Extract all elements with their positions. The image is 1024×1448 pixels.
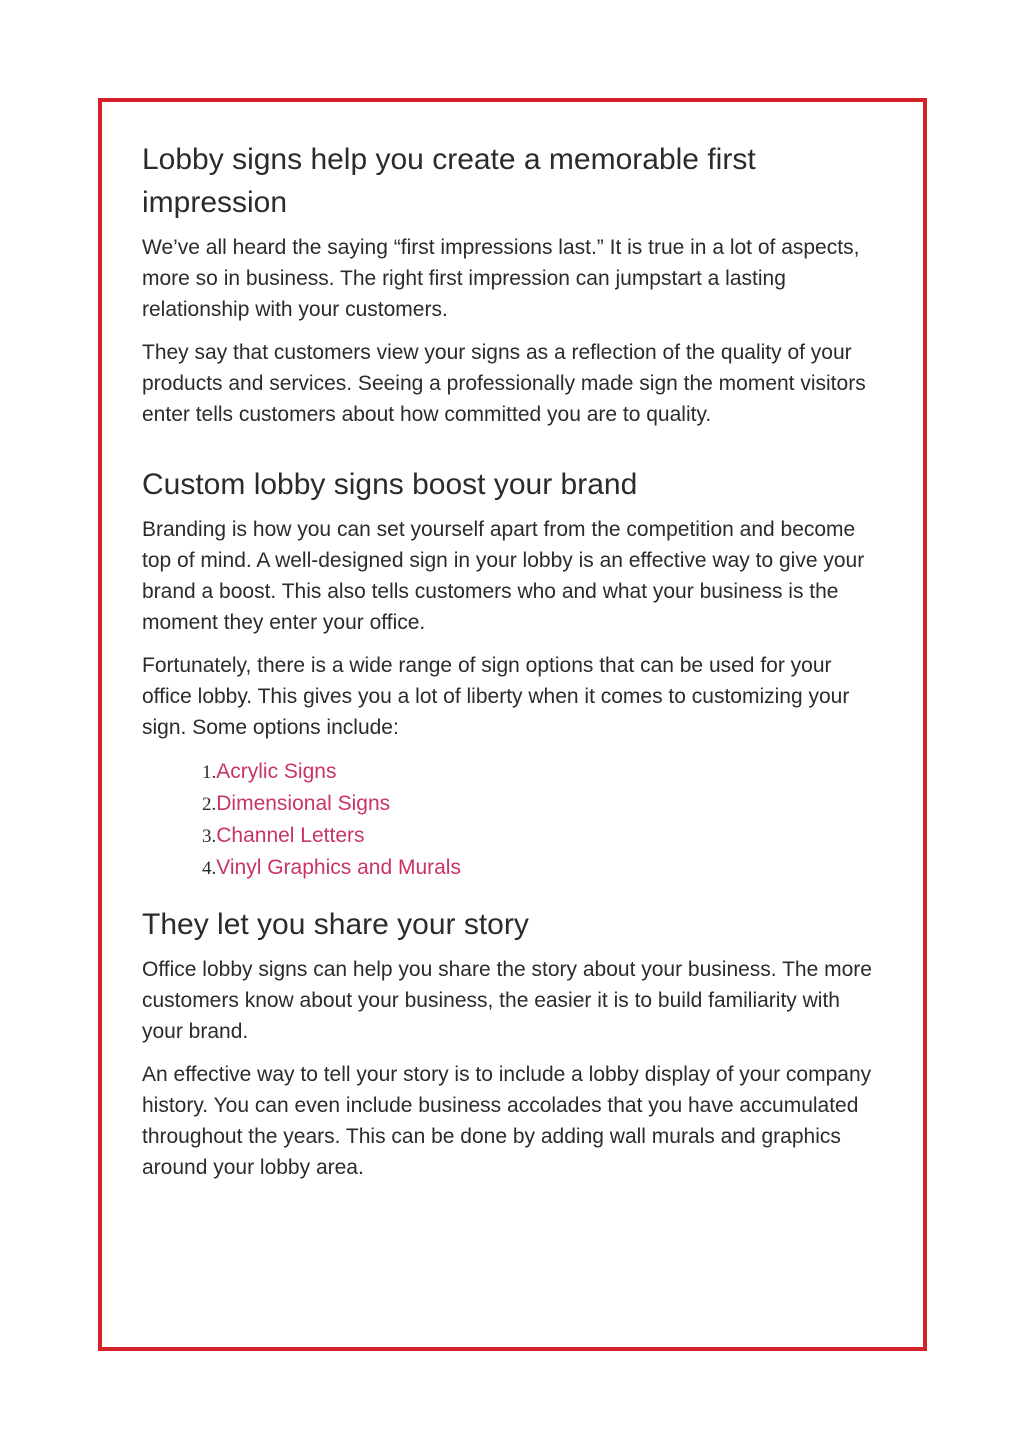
link-vinyl-graphics-murals[interactable]: Vinyl Graphics and Murals bbox=[216, 856, 461, 879]
link-dimensional-signs[interactable]: Dimensional Signs bbox=[216, 792, 391, 815]
section-heading: Lobby signs help you create a memorable first impression bbox=[142, 143, 756, 219]
paragraph: Office lobby signs can help you share the story about your business. The more customers know about your business, the easier it is to build familiarity with your brand. bbox=[142, 958, 872, 1043]
paragraph: An effective way to tell your story is to include a lobby display of your company history. You can even include business accolades that you have accumulated throughout the years. This can be done by adding wall murals and graphics around your lobby area. bbox=[142, 1063, 872, 1179]
paragraph: Branding is how you can set yourself apart from the competition and become top of mind. A well-designed sign in your lobby is an effective way to give your brand a boost. This also tells customers who and what your business is the moment they enter your office. bbox=[142, 518, 865, 634]
paragraph: We’ve all heard the saying “first impressions last.” It is true in a lot of aspects, more so in business. The right first impression can jumpstart a lasting relationship with your customers. bbox=[142, 236, 860, 321]
section-share-story bbox=[142, 903, 882, 1183]
paragraph: Fortunately, there is a wide range of sign options that can be used for your office lobby. This gives you a lot of liberty when it comes to customizing your sign. Some options include: bbox=[142, 654, 850, 739]
section-heading: Custom lobby signs boost your brand bbox=[142, 468, 638, 501]
list-item bbox=[202, 788, 882, 820]
list-item bbox=[202, 820, 882, 852]
list-item bbox=[202, 852, 882, 884]
list-number: 3. bbox=[202, 826, 217, 847]
section-brand-boost bbox=[142, 463, 882, 884]
link-channel-letters[interactable]: Channel Letters bbox=[216, 824, 365, 847]
list-item bbox=[202, 756, 882, 788]
list-number: 2. bbox=[202, 794, 217, 815]
sign-options-list bbox=[142, 756, 882, 884]
section-first-impression bbox=[142, 138, 882, 430]
document-body bbox=[142, 138, 882, 1183]
section-heading: They let you share your story bbox=[142, 908, 529, 941]
list-number: 1. bbox=[202, 762, 217, 783]
list-number: 4. bbox=[202, 858, 217, 879]
link-acrylic-signs[interactable]: Acrylic Signs bbox=[216, 760, 337, 783]
paragraph: They say that customers view your signs as a reflection of the quality of your products and services. Seeing a professionally made sign the moment visitors enter tells customers about how committed you are to quality. bbox=[142, 341, 866, 426]
